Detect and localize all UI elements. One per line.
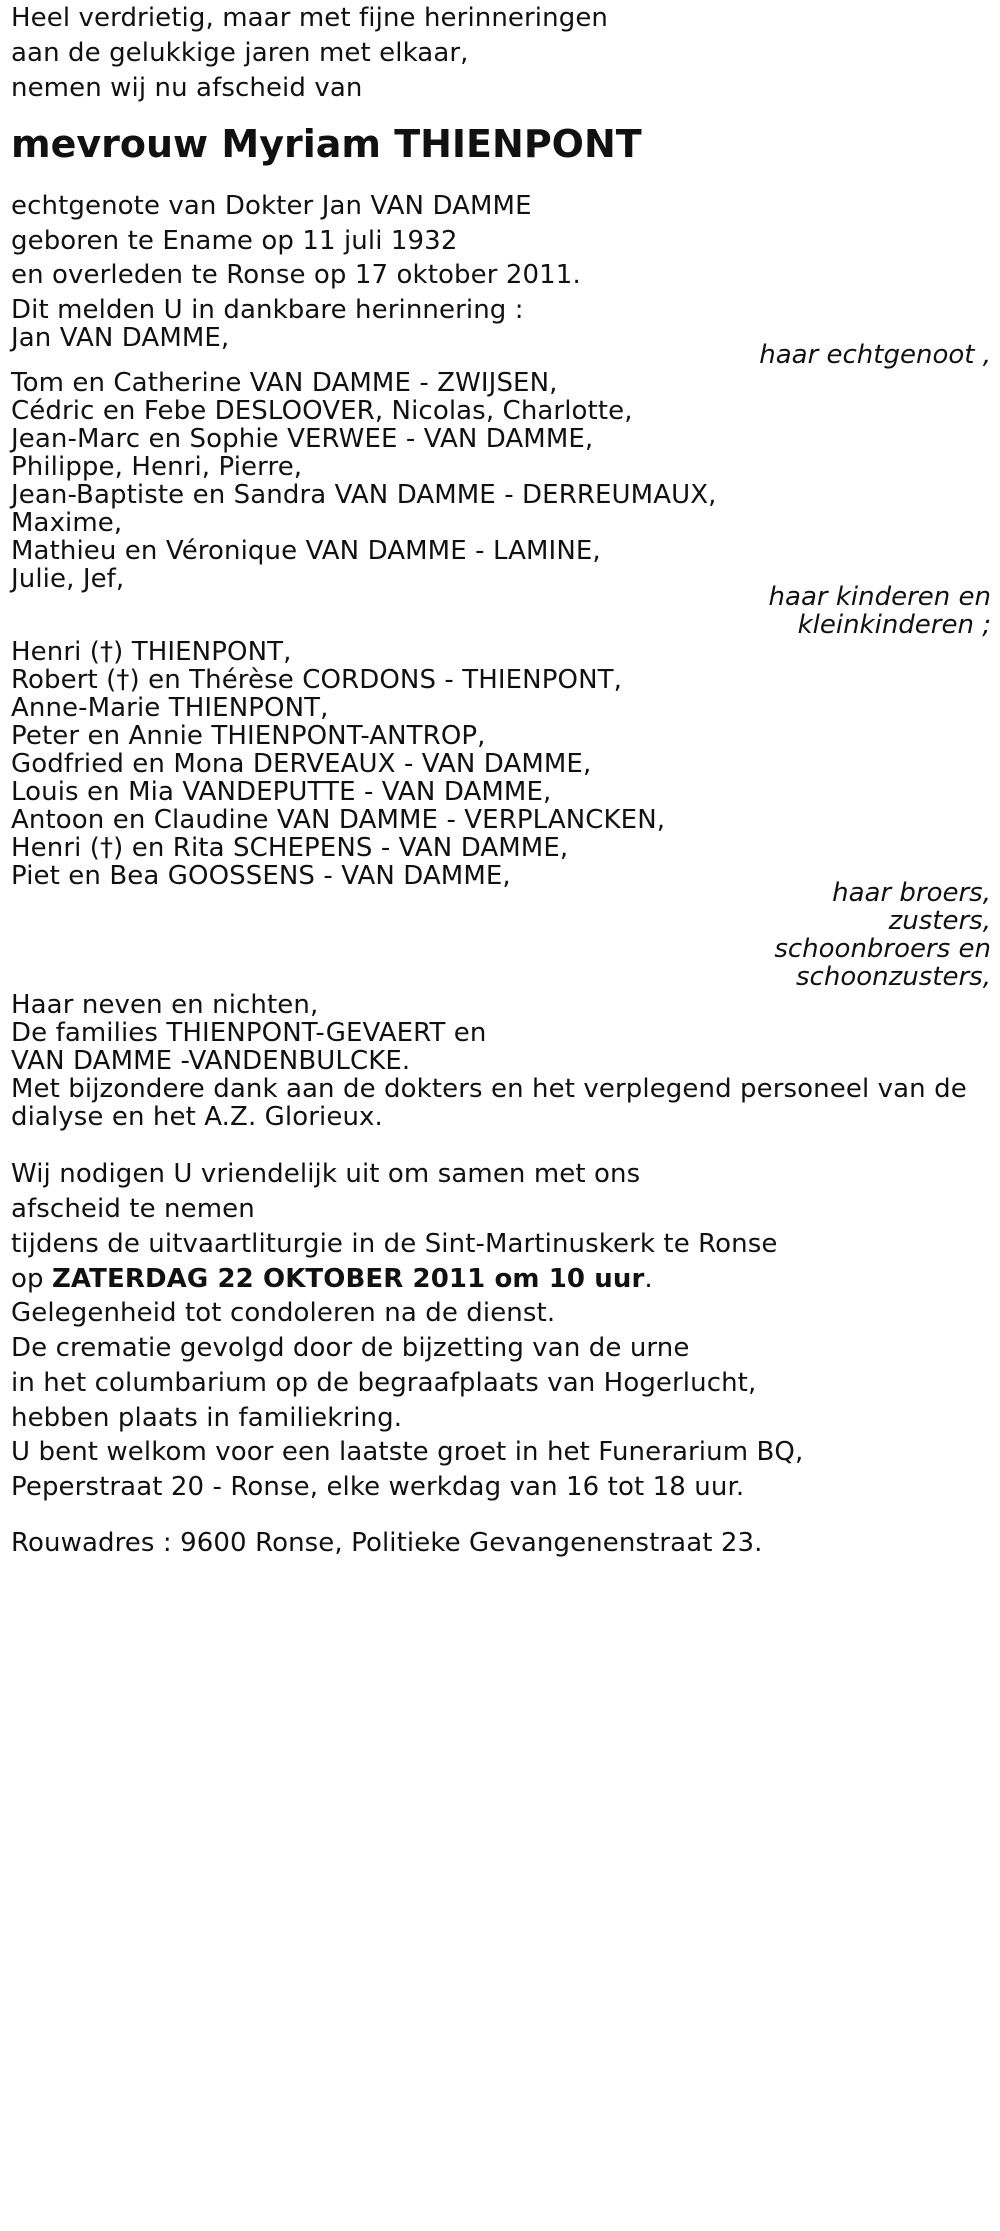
deceased-name: mevrouw Myriam THIENPONT xyxy=(11,122,642,166)
sibling-line: Henri (†) THIENPONT, xyxy=(11,637,292,667)
intro-line: Heel verdrietig, maar met fijne herinneringen xyxy=(11,3,608,33)
sibling-line: Peter en Annie THIENPONT-ANTROP, xyxy=(11,721,486,751)
family-line: VAN DAMME -VANDENBULCKE. xyxy=(11,1046,411,1076)
spouse-relation: haar echtgenoot , xyxy=(759,340,991,370)
child-line: Philippe, Henri, Pierre, xyxy=(11,452,303,482)
mourning-address: Rouwadres : 9600 Ronse, Politieke Gevangenenstraat 23. xyxy=(11,1528,763,1558)
thanks-line: dialyse en het A.Z. Glorieux. xyxy=(11,1102,383,1132)
children-relation: haar kinderen en xyxy=(768,582,991,612)
sibling-line: Godfried en Mona DERVEAUX - VAN DAMME, xyxy=(11,749,592,779)
sibling-line: Antoon en Claudine VAN DAMME - VERPLANCKEN, xyxy=(11,805,666,835)
ceremony-line: tijdens de uitvaartliturgie in de Sint-Martinuskerk te Ronse xyxy=(11,1229,778,1259)
intro-line: aan de gelukkige jaren met elkaar, xyxy=(11,38,469,68)
ceremony-line: Gelegenheid tot condoleren na de dienst. xyxy=(11,1298,556,1328)
children-relation: kleinkinderen ; xyxy=(797,610,991,640)
sibling-line: Robert (†) en Thérèse CORDONS - THIENPONT, xyxy=(11,665,622,695)
sibling-line: Henri (†) en Rita SCHEPENS - VAN DAMME, xyxy=(11,833,569,863)
sibling-line: Louis en Mia VANDEPUTTE - VAN DAMME, xyxy=(11,777,552,807)
siblings-relation: haar broers, xyxy=(832,878,991,908)
family-line: De families THIENPONT-GEVAERT en xyxy=(11,1018,487,1048)
detail-line: geboren te Ename op 11 juli 1932 xyxy=(11,226,458,256)
child-line: Julie, Jef, xyxy=(11,564,125,594)
child-line: Jean-Marc en Sophie VERWEE - VAN DAMME, xyxy=(11,424,594,454)
ceremony-line: hebben plaats in familiekring. xyxy=(11,1403,403,1433)
siblings-relation: schoonbroers en xyxy=(774,934,991,964)
siblings-relation: schoonzusters, xyxy=(796,962,991,992)
ceremony-date: ZATERDAG 22 OKTOBER 2011 om 10 uur xyxy=(51,1264,645,1294)
child-line: Cédric en Febe DESLOOVER, Nicolas, Charlotte, xyxy=(11,396,633,426)
detail-line: Dit melden U in dankbare herinnering : xyxy=(11,295,524,325)
date-suffix: . xyxy=(644,1264,653,1294)
spouse-name: Jan VAN DAMME, xyxy=(11,323,230,353)
child-line: Maxime, xyxy=(11,508,123,538)
detail-line: echtgenote van Dokter Jan VAN DAMME xyxy=(11,191,532,221)
family-line: Haar neven en nichten, xyxy=(11,990,319,1020)
sibling-line: Piet en Bea GOOSSENS - VAN DAMME, xyxy=(11,861,511,891)
ceremony-line: De crematie gevolgd door de bijzetting van de urne xyxy=(11,1333,690,1363)
ceremony-date-line xyxy=(11,1262,653,1296)
sibling-line: Anne-Marie THIENPONT, xyxy=(11,693,329,723)
date-prefix: op xyxy=(11,1264,52,1294)
ceremony-line: Wij nodigen U vriendelijk uit om samen met ons xyxy=(11,1159,641,1189)
child-line: Tom en Catherine VAN DAMME - ZWIJSEN, xyxy=(11,368,558,398)
ceremony-line: in het columbarium op de begraafplaats van Hogerlucht, xyxy=(11,1368,757,1398)
ceremony-line: afscheid te nemen xyxy=(11,1194,255,1224)
ceremony-line: U bent welkom voor een laatste groet in het Funerarium BQ, xyxy=(11,1437,804,1467)
ceremony-line: Peperstraat 20 - Ronse, elke werkdag van 16 tot 18 uur. xyxy=(11,1472,745,1502)
thanks-line: Met bijzondere dank aan de dokters en het verplegend personeel van de xyxy=(11,1074,967,1104)
siblings-relation: zusters, xyxy=(888,906,991,936)
intro-line: nemen wij nu afscheid van xyxy=(11,73,363,103)
child-line: Jean-Baptiste en Sandra VAN DAMME - DERREUMAUX, xyxy=(11,480,717,510)
detail-line: en overleden te Ronse op 17 oktober 2011. xyxy=(11,260,581,290)
child-line: Mathieu en Véronique VAN DAMME - LAMINE, xyxy=(11,536,601,566)
